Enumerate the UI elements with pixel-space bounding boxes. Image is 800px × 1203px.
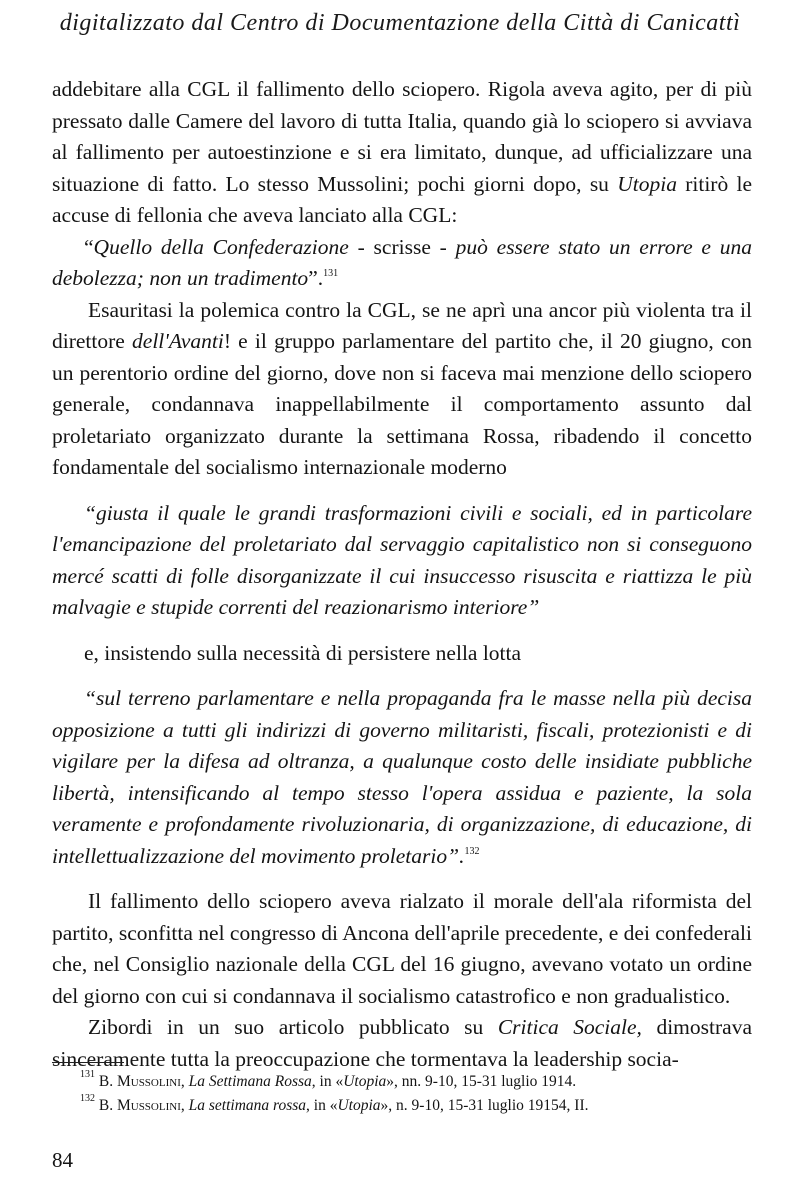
footnote-131: $^{131}$ B. Mussolini, La Settimana Rossa, in «Utopia», nn. 9-10, 15-31 luglio 1914. xyxy=(80,1069,577,1090)
footnote-ref-131[interactable]: 131 xyxy=(323,268,339,279)
block-quote-1: “giusta il quale le grandi trasformazioni civili e sociali, ed in particolare l'emancipazione del proletariato dal servaggio capitalistico non si conseguono mercé scatti di folle disorganizzate il cui insuccesso risuscita e riattizza le più malvagie e stupide correnti del reazionarismo interiore” xyxy=(52,500,752,619)
paragraph-1: addebitare alla CGL il fallimento dello sciopero. Rigola aveva agito, per di più pressato dalle Camere del lavoro di tutta Italia, quando già lo sciopero si avviava al fallimento per autoestinzione e si era limitato, dunque, ad ufficializzare una situazione di fatto. Lo stesso Mussolini; pochi giorni dopo, su Utopia ritirò le accuse di fellonia che aveva lanciato alla CGL: xyxy=(52,77,752,227)
block-quote-2: “sul terreno parlamentare e nella propaganda fra le masse nella più decisa opposizione a tutti gli indirizzi di governo militaristi, fiscali, protezionisti e di vigilare per la difesa ad oltranza, a qualunque costo delle insidiate pubbliche libertà, intensificando al tempo stesso l'opera assidua e paziente, la sola veramente e profondamente rivoluzionaria, di organizzazione, di educazione, di intellettualizzazione del movimento proletario”.$^{132}$ xyxy=(52,686,752,868)
bridge-line: e, insistendo sulla necessità di persistere nella lotta xyxy=(84,640,522,665)
emphasis: Utopia xyxy=(617,171,677,196)
paragraph-2: Esauritasi la polemica contro la CGL, se ne aprì una ancor più violenta tra il direttore dell'Avanti! e il gruppo parlamentare del partito che, il 20 giugno, con un perentorio ordine del giorno, dove non si faceva mai menzione dello sciopero generale, condannava inappellabilmente il comportamento assunto dal proletariato organizzato durante la settimana Rossa, ribadendo il concetto fondamentale del socialismo internazionale moderno xyxy=(52,297,752,479)
page-number: 84 xyxy=(52,1148,73,1172)
page-body xyxy=(52,74,752,1075)
paragraph-3: Il fallimento dello sciopero aveva rialzato il morale dell'ala riformista del partito, sconfitta nel congresso di Ancona dell'aprile precedente, e dei confederali che, nel Consiglio nazionale della CGL del 16 giugno, avevano votato un ordine del giorno con cui si condannava il socialismo catastrofico e non gradualistico. xyxy=(52,889,752,1008)
footnotes xyxy=(52,1070,752,1118)
footnote-132: $^{132}$ B. Mussolini, La settimana rossa, in «Utopia», n. 9-10, 15-31 luglio 19154, II. xyxy=(80,1093,589,1114)
inline-quote-1: “Quello della Confederazione - scrisse - può essere stato un errore e una debolezza; non un tradimento”.$^{131}$ xyxy=(52,234,752,290)
footnote-ref-132[interactable]: 132 xyxy=(464,845,480,857)
digitization-watermark: digitalizzato dal Centro di Documentazione della Città di Canicattì xyxy=(59,10,741,36)
paragraph-4: Zibordi in un suo articolo pubblicato su Critica Sociale, dimostrava sinceramente tutta la preoccupazione che tormentava la leadership socia- xyxy=(52,1015,752,1071)
footnote-divider xyxy=(52,1062,124,1063)
